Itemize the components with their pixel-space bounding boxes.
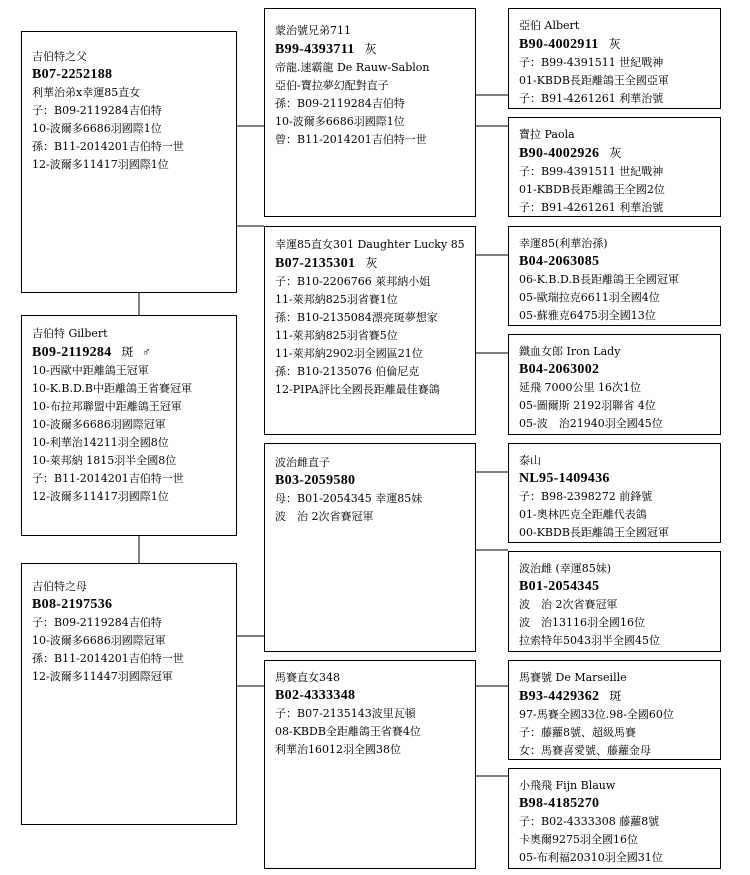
dam-dam-sire-color: 斑 — [609, 689, 622, 703]
sire-sire-name: 蒙治號兄弟711 — [275, 24, 351, 37]
sire-dam-card — [264, 226, 476, 435]
subject-ring-number: B09-2119284 斑 ♂ — [32, 345, 152, 360]
dam-sire-dam-detail-line: 拉索特年5043羽半全國45位 — [519, 634, 660, 647]
sire-dam-name: 幸運85直女301 Daughter Lucky 85 — [275, 238, 465, 251]
dam-dam-detail-line: 利華治16012羽全國38位 — [275, 743, 401, 756]
dam-sire-sire-detail-line: 子：B98-2398272 前鋒號 — [519, 490, 653, 503]
dam-detail-line: 子：B09-2119284吉伯特 — [32, 616, 162, 629]
sire-name: 吉伯特之父 — [32, 50, 87, 63]
dam-dam-dam-name: 小飛飛 Fijn Blauw — [519, 779, 616, 792]
sire-ring-number: B07-2252188 — [32, 67, 113, 82]
sire-sire-dam-color: 灰 — [609, 146, 622, 160]
subject-detail-line: 12-波爾多11417羽國際1位 — [32, 490, 169, 503]
dam-dam-name: 馬賽直女348 — [275, 671, 340, 684]
dam-dam-dam-card — [508, 768, 721, 869]
dam-dam-sire-card — [508, 660, 721, 760]
dam-detail-line: 10-波爾多6686羽國際冠軍 — [32, 634, 166, 647]
dam-sire-dam-name: 波治雌 (幸運85妹) — [519, 562, 612, 575]
dam-sire-name: 波治雌直子 — [275, 456, 330, 469]
sire-detail-line: 子：B09-2119284吉伯特 — [32, 104, 162, 117]
dam-sire-sire-detail-line: 00-KBDB長距離鴿王全國冠軍 — [519, 526, 669, 539]
subject-detail-line: 10-布拉邦聯盟中距離鴿王冠軍 — [32, 400, 182, 413]
sire-detail-line: 10-波爾多6686羽國際1位 — [32, 122, 162, 135]
sire-sire-sire-detail-line: 01-KBDB長距離鴿王全國亞軍 — [519, 74, 669, 87]
sire-dam-sire-card — [508, 226, 721, 326]
dam-sire-dam-detail-line: 波 治13116羽全國16位 — [519, 616, 645, 629]
dam-dam-card — [264, 660, 476, 869]
sire-dam-detail-line: 子：B10-2206766 萊邦納小姐 — [275, 275, 431, 288]
subject-detail-line: 子：B11-2014201吉伯特一世 — [32, 472, 184, 485]
sire-dam-detail-line: 11-萊邦納825羽省賽5位 — [275, 329, 398, 342]
sire-dam-dam-card — [508, 334, 721, 435]
dam-name: 吉伯特之母 — [32, 580, 87, 593]
dam-sire-dam-detail-line: 波 治 2次省賽冠軍 — [519, 598, 618, 611]
sire-sire-color: 灰 — [364, 42, 377, 56]
sire-dam-detail-line: 孫：B10-2135084漂亮斑夢想家 — [275, 311, 438, 324]
subject-detail-line: 10-波爾多6686羽國際冠軍 — [32, 418, 166, 431]
subject-detail-line: 10-萊邦納 1815羽半全國8位 — [32, 454, 177, 467]
dam-sire-sire-detail-line: 01-奧林匹克全距離代表鴿 — [519, 508, 647, 521]
subject-detail-line: 10-K.B.D.B中距離鴿王省賽冠軍 — [32, 382, 193, 395]
sire-sire-sire-ring-number: B90-4002911 灰 — [519, 37, 621, 52]
subject-detail-line: 10-利華治14211羽全國8位 — [32, 436, 169, 449]
sire-sire-card — [264, 8, 476, 217]
sire-dam-dam-detail-line: 延飛 7000公里 16次1位 — [519, 381, 641, 394]
dam-sire-card — [264, 443, 476, 652]
subject-name: 吉伯特 Gilbert — [32, 327, 108, 340]
subject-detail-line: 10-西歐中距離鴿王冠軍 — [32, 364, 149, 377]
sire-sire-dam-ring-number: B90-4002926 灰 — [519, 146, 622, 161]
sire-sire-dam-name: 寶拉 Paola — [519, 128, 575, 141]
dam-dam-sire-name: 馬賽號 De Marseille — [519, 671, 627, 684]
dam-dam-dam-ring-number: B98-4185270 — [519, 796, 600, 811]
sire-dam-sire-ring-number: B04-2063085 — [519, 254, 600, 269]
sire-sire-sire-card — [508, 8, 721, 109]
sire-sire-dam-detail-line: 子：B91-4261261 利華治號 — [519, 201, 664, 214]
dam-dam-sire-detail-line: 97-馬賽全國33位.98-全國60位 — [519, 708, 674, 721]
sire-dam-dam-ring-number: B04-2063002 — [519, 362, 600, 377]
sire-sire-detail-line: 帝龍.速霸龍 De Rauw-Sablon — [275, 61, 430, 74]
sire-sire-detail-line: 亞伯-寶拉夢幻配對直子 — [275, 79, 389, 92]
dam-sire-sire-card — [508, 443, 721, 543]
dam-sire-sire-ring-number: NL95-1409436 — [519, 471, 610, 486]
dam-sire-detail-line: 波 治 2次省賽冠軍 — [275, 510, 374, 523]
sire-sire-dam-detail-line: 子：B99-4391511 世紀戰神 — [519, 165, 664, 178]
dam-card — [21, 563, 237, 825]
dam-dam-sire-ring-number: B93-4429362 斑 — [519, 689, 622, 704]
sire-sire-ring-number: B99-4393711 灰 — [275, 42, 377, 57]
sire-dam-detail-line: 11-萊邦納2902羽全國區21位 — [275, 347, 423, 360]
sire-dam-sire-name: 幸運85(利華治孫) — [519, 237, 608, 250]
sire-sire-sire-name: 亞伯 Albert — [519, 19, 580, 32]
dam-dam-sire-detail-line: 子：藤蘿8號、超級馬賽 — [519, 726, 636, 739]
sire-dam-ring-number: B07-2135301 灰 — [275, 256, 378, 271]
dam-detail-line: 孫：B11-2014201吉伯特一世 — [32, 652, 184, 665]
sire-dam-dam-detail-line: 05-波 治21940羽全國45位 — [519, 417, 663, 430]
sire-sire-detail-line: 孫：B09-2119284吉伯特 — [275, 97, 405, 110]
sire-detail-line: 利華治弟x幸運85直女 — [32, 86, 141, 99]
dam-dam-dam-detail-line: 子：B02-4333308 藤蘿8號 — [519, 815, 660, 828]
dam-sire-ring-number: B03-2059580 — [275, 473, 356, 488]
subject-color: 斑 — [121, 345, 134, 359]
sire-sire-sire-color: 灰 — [608, 37, 621, 51]
dam-dam-ring-number: B02-4333348 — [275, 688, 356, 703]
dam-dam-detail-line: 子：B07-2135143波里瓦頓 — [275, 707, 416, 720]
dam-detail-line: 12-波爾多11447羽國際冠軍 — [32, 670, 173, 683]
dam-dam-detail-line: 08-KBDB全距離鴿王省賽4位 — [275, 725, 421, 738]
sire-dam-color: 灰 — [365, 256, 378, 270]
sire-dam-sire-detail-line: 05-歐瑞拉克6611羽全國4位 — [519, 291, 660, 304]
sire-sire-dam-detail-line: 01-KBDB長距離鴿王全國2位 — [519, 183, 665, 196]
sire-sire-detail-line: 曾：B11-2014201吉伯特一世 — [275, 133, 427, 146]
sire-dam-sire-detail-line: 06-K.B.D.B長距離鴿王全國冠軍 — [519, 273, 680, 286]
sire-dam-dam-name: 鐵血女郎 Iron Lady — [519, 345, 621, 358]
dam-sire-sire-name: 泰山 — [519, 454, 541, 467]
sire-detail-line: 孫：B11-2014201吉伯特一世 — [32, 140, 184, 153]
sire-dam-detail-line: 11-萊邦納825羽省賽1位 — [275, 293, 398, 306]
dam-sire-detail-line: 母：B01-2054345 幸運85妹 — [275, 492, 423, 505]
dam-ring-number: B08-2197536 — [32, 597, 113, 612]
sire-sire-sire-detail-line: 子：B91-4261261 利華治號 — [519, 92, 664, 105]
subject-sex-symbol: ♂ — [141, 345, 152, 359]
sire-dam-detail-line: 12-PIPA評比全國長距離最佳賽鴿 — [275, 383, 440, 396]
sire-detail-line: 12-波爾多11417羽國際1位 — [32, 158, 169, 171]
dam-dam-dam-detail-line: 卡奧爾9275羽全國16位 — [519, 833, 638, 846]
sire-sire-dam-card — [508, 117, 721, 217]
subject-card — [21, 315, 237, 536]
sire-dam-dam-detail-line: 05-圖爾斯 2192羽聯省 4位 — [519, 399, 656, 412]
sire-dam-sire-detail-line: 05-蘇雅克6475羽全國13位 — [519, 309, 656, 322]
dam-sire-dam-card — [508, 551, 721, 652]
sire-sire-detail-line: 10-波爾多6686羽國際1位 — [275, 115, 405, 128]
sire-sire-sire-detail-line: 子：B99-4391511 世紀戰神 — [519, 56, 664, 69]
sire-card — [21, 31, 237, 293]
dam-dam-sire-detail-line: 女：馬賽喜愛號、藤蘿金母 — [519, 744, 651, 757]
dam-sire-dam-ring-number: B01-2054345 — [519, 579, 600, 594]
dam-dam-dam-detail-line: 05-布利福20310羽全國31位 — [519, 851, 663, 864]
sire-dam-detail-line: 孫：B10-2135076 伯倫尼克 — [275, 365, 420, 378]
